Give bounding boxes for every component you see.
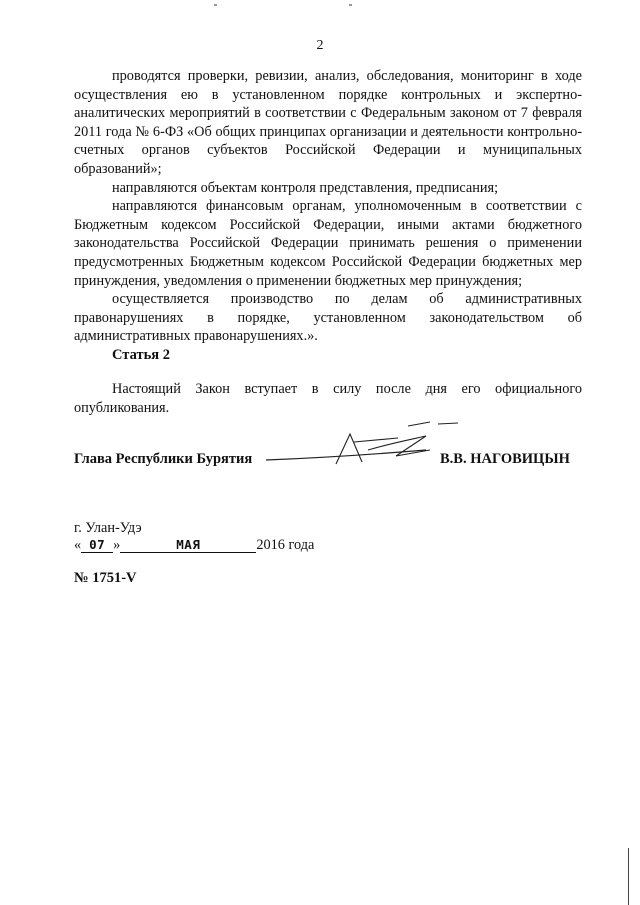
paragraph: проводятся проверки, ревизии, анализ, обследования, мониторинг в ходе осуществления ею в установленном порядке контрольных и экспертно-аналитических мероприятий в соответствии с Федеральным законом от 7 февраля 2011 года № 6-ФЗ «Об общих принципах организации и деятельности контрольно-счетных органов субъектов Российской Федерации и муниципальных образований»; bbox=[74, 68, 582, 177]
paragraph: осуществляется производство по делам об административных правонарушениях в порядке, установленном законодательством об административных правонарушениях.». bbox=[74, 291, 582, 345]
signatory-name: В.В. НАГОВИЦЫН bbox=[440, 451, 570, 467]
handwritten-signature bbox=[258, 420, 468, 470]
body-text bbox=[74, 67, 582, 346]
paragraph: Настоящий Закон вступает в силу после дня его официального опубликования. bbox=[74, 381, 582, 416]
date-close-quote: » bbox=[113, 537, 121, 553]
place: г. Улан-Удэ bbox=[74, 520, 142, 536]
article-heading: Статья 2 bbox=[112, 347, 170, 363]
date-year: 2016 года bbox=[256, 537, 315, 553]
date-open-quote: « bbox=[74, 537, 82, 553]
article-text bbox=[74, 380, 582, 417]
date-line bbox=[74, 537, 314, 554]
date-day: 07 bbox=[81, 537, 113, 553]
scan-edge bbox=[628, 848, 629, 905]
paragraph: направляются финансовым органам, уполномоченным в соответствии с Бюджетным кодексом Российской Федерации, иными актами бюджетного законодательства Российской Федерации принимать решения о применении предусмотренных Бюджетным кодексом Российской Федерации бюджетных мер принуждения, уведомления о применении бюджетных мер принуждения; bbox=[74, 198, 582, 289]
date-month: МАЯ bbox=[120, 537, 256, 553]
scan-artifact bbox=[349, 4, 352, 6]
signatory-title: Глава Республики Бурятия bbox=[74, 451, 253, 467]
paragraph: направляются объектам контроля представления, предписания; bbox=[112, 179, 499, 196]
document-number: № 1751-V bbox=[74, 570, 137, 586]
scan-artifact bbox=[214, 4, 217, 6]
page-number: 2 bbox=[316, 38, 324, 53]
